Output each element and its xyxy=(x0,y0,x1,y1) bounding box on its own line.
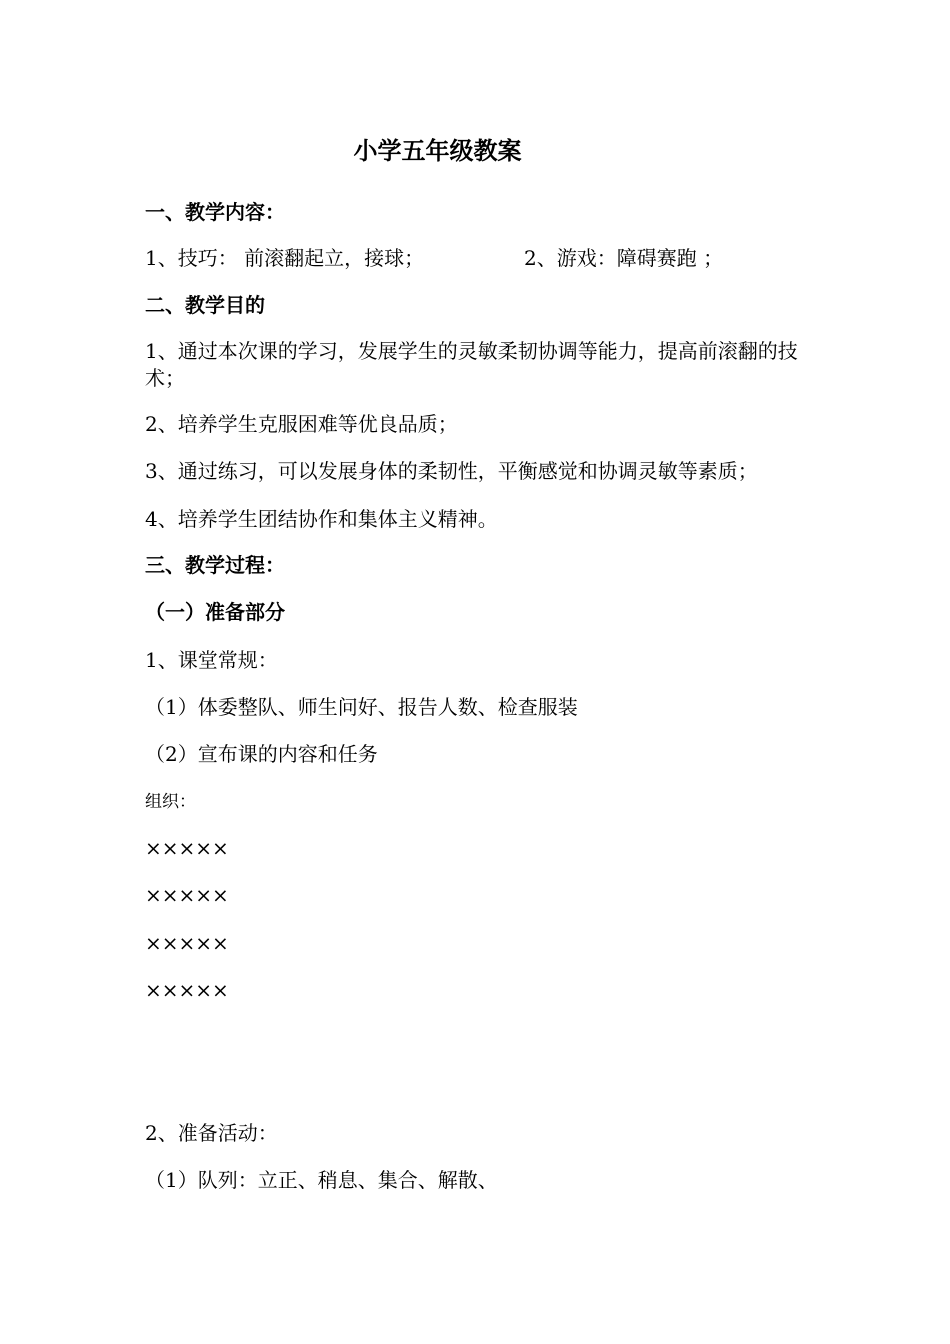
objective-2: 2、培养学生克服困难等优良品质； xyxy=(145,412,458,436)
formation-row: ××××× xyxy=(145,883,229,907)
section-heading-objectives: 二、教学目的 xyxy=(145,293,265,317)
warmup-item: 2、准备活动： xyxy=(145,1121,278,1145)
warmup-subitem-1: （1）队列：立正、稍息、集合、解散、 xyxy=(145,1168,498,1192)
organization-label: 组织： xyxy=(145,792,196,812)
subsection-preparation: （一）准备部分 xyxy=(145,600,285,624)
objective-3: 3、通过练习，可以发展身体的柔韧性，平衡感觉和协调灵敏等素质； xyxy=(145,459,758,483)
objective-4: 4、培养学生团结协作和集体主义精神。 xyxy=(145,507,498,531)
formation-row: ××××× xyxy=(145,931,229,955)
objective-1: 1、通过本次课的学习，发展学生的灵敏柔韧协调等能力，提高前滚翻的技术； xyxy=(145,339,798,390)
page-title: 小学五年级教案 xyxy=(353,136,522,165)
section-heading-content: 一、教学内容： xyxy=(145,200,285,224)
content-item-skill: 1、技巧： 前滚翻起立，接球； xyxy=(145,246,425,270)
routine-item: 1、课堂常规： xyxy=(145,648,278,672)
content-item-game: 2、游戏：障碍赛跑 ； xyxy=(524,246,724,270)
section-heading-process: 三、教学过程： xyxy=(145,553,285,577)
routine-subitem-1: （1）体委整队、师生问好、报告人数、检查服装 xyxy=(145,695,578,719)
formation-row: ××××× xyxy=(145,978,229,1002)
routine-subitem-2: （2）宣布课的内容和任务 xyxy=(145,742,378,766)
formation-row: ××××× xyxy=(145,836,229,860)
